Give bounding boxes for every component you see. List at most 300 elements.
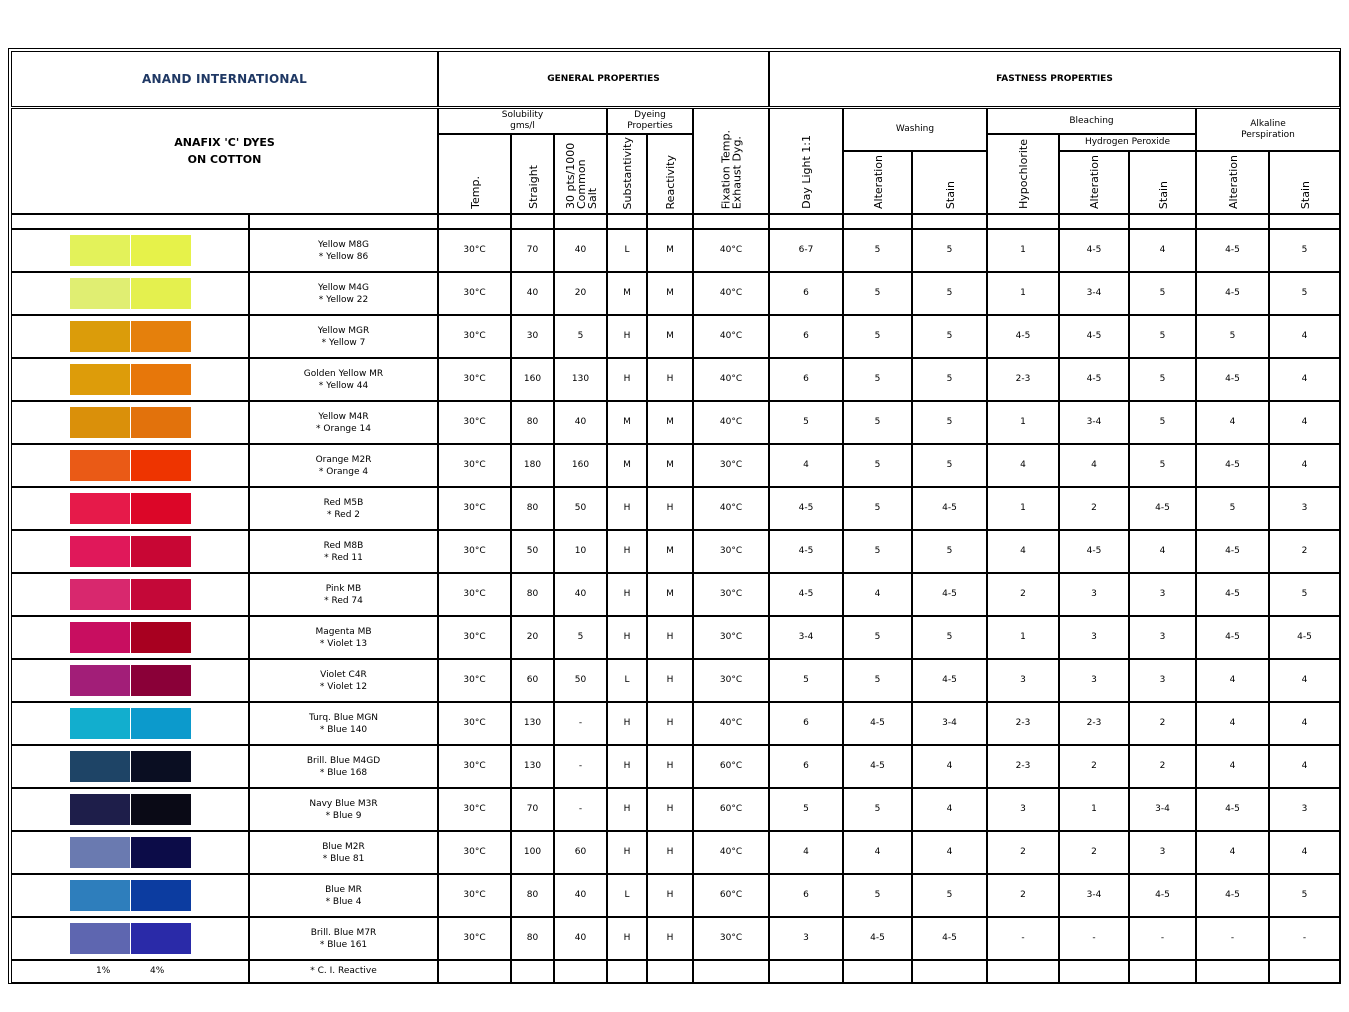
value-text: 4	[874, 589, 881, 599]
col-header-text: Straight	[526, 165, 540, 209]
value-substantivity	[607, 788, 647, 831]
value-text: H	[666, 933, 674, 943]
swatch-1-percent	[70, 450, 130, 481]
dye-name: Blue MR	[325, 884, 362, 895]
value-daylight	[769, 487, 843, 530]
ci-reactive-note: * C. I. Reactive	[310, 966, 377, 976]
value-temp	[438, 401, 511, 444]
value-text: 60	[526, 675, 539, 685]
percent-1-label: 1%	[96, 966, 111, 976]
value-text: 40°C	[719, 374, 743, 384]
value-wash-stain	[912, 659, 987, 702]
swatch-1-percent	[70, 665, 130, 696]
value-temp	[438, 573, 511, 616]
col-header-alk-stain	[1269, 151, 1340, 214]
value-hp-alteration	[1059, 229, 1129, 272]
value-reactivity	[647, 659, 693, 702]
col-header-salt	[554, 134, 607, 214]
value-hp-alteration	[1059, 659, 1129, 702]
value-wash-stain	[912, 788, 987, 831]
value-hp-alteration	[1059, 831, 1129, 874]
value-text: 6	[803, 890, 809, 900]
value-alk-stain	[1269, 272, 1340, 315]
swatch-cell	[11, 315, 249, 358]
value-wash-stain	[912, 745, 987, 788]
value-text: H	[623, 589, 631, 599]
value-text: 4-5	[798, 589, 814, 599]
value-text: 5	[874, 288, 881, 298]
spacer-cell	[1269, 214, 1340, 229]
dye-ci-name: * Yellow 22	[318, 294, 369, 305]
value-alk-alteration	[1196, 788, 1269, 831]
footer-percent-cell	[11, 960, 249, 983]
company-name-text: ANAND INTERNATIONAL	[142, 71, 307, 86]
footer-empty-cell	[912, 960, 987, 983]
value-text: 30°C	[463, 847, 486, 857]
value-text: 4	[1229, 761, 1236, 771]
dye-name: Violet C4R	[320, 669, 367, 680]
col-header-text: Stain	[943, 180, 957, 209]
value-text: 5	[1301, 288, 1308, 298]
value-text: 5	[946, 890, 953, 900]
dye-ci-name: * Yellow 44	[318, 380, 369, 391]
value-text: 30°C	[463, 589, 486, 599]
value-text: 50	[574, 503, 587, 513]
value-fixation	[693, 573, 769, 616]
swatch-4-percent	[131, 407, 191, 438]
value-text: 6	[803, 288, 809, 298]
swatch-4-percent	[131, 450, 191, 481]
dye-name-cell	[249, 272, 438, 315]
swatch-cell	[11, 530, 249, 573]
value-temp	[438, 616, 511, 659]
value-hp-alteration	[1059, 917, 1129, 960]
value-hp-alteration	[1059, 788, 1129, 831]
dye-name: Orange M2R	[315, 454, 372, 465]
value-text: 50	[574, 675, 587, 685]
value-fixation	[693, 444, 769, 487]
value-text: 4	[1229, 718, 1236, 728]
value-temp	[438, 315, 511, 358]
value-text: 30°C	[463, 288, 486, 298]
value-text: 5	[874, 374, 881, 384]
dye-name-cell	[249, 745, 438, 788]
value-hp-stain	[1129, 401, 1196, 444]
value-text: 1	[1020, 632, 1026, 642]
value-text: 4-5	[870, 718, 885, 728]
value-fixation	[693, 702, 769, 745]
value-hp-stain	[1129, 315, 1196, 358]
value-hypochlorite	[987, 272, 1059, 315]
value-wash-stain	[912, 272, 987, 315]
value-hp-alteration	[1059, 745, 1129, 788]
footer-empty-cell	[438, 960, 511, 983]
value-wash-stain	[912, 487, 987, 530]
value-reactivity	[647, 315, 693, 358]
value-text: 5	[1301, 890, 1308, 900]
value-text: 30°C	[719, 632, 743, 642]
value-salt	[554, 229, 607, 272]
dye-name: Red M5B	[323, 497, 364, 508]
dye-name: Navy Blue M3R	[309, 798, 378, 809]
product-title-line: ON COTTON	[187, 153, 262, 166]
value-text: 4	[946, 761, 953, 771]
alkaline-perspiration-header	[1196, 108, 1340, 151]
value-text: 3	[1159, 632, 1166, 642]
value-straight	[511, 874, 554, 917]
value-text: M	[666, 331, 674, 341]
swatch-1-percent	[70, 837, 130, 868]
value-text: 4-5	[1225, 460, 1240, 470]
value-text: 5	[803, 675, 809, 685]
value-text: 5	[1159, 331, 1166, 341]
dye-name: Yellow MGR	[317, 325, 370, 336]
dye-ci-name: * Red 2	[326, 509, 361, 520]
value-substantivity	[607, 573, 647, 616]
value-text: 1	[1091, 804, 1097, 814]
value-text: H	[623, 374, 631, 384]
value-text: 3-4	[1086, 288, 1102, 298]
value-text: 4	[1229, 675, 1236, 685]
dyeing-properties-header	[607, 108, 693, 134]
value-salt	[554, 702, 607, 745]
solubility-header-line: gms/l	[510, 121, 535, 131]
value-daylight	[769, 229, 843, 272]
value-hp-alteration	[1059, 315, 1129, 358]
value-text: 60°C	[719, 890, 743, 900]
swatch-4-percent	[131, 837, 191, 868]
value-text: -	[578, 761, 583, 771]
value-alk-stain	[1269, 874, 1340, 917]
col-header-temp	[438, 134, 511, 214]
value-text: 4-5	[1155, 890, 1170, 900]
value-temp	[438, 874, 511, 917]
value-text: 4-5	[1155, 503, 1170, 513]
value-text: 4-5	[798, 546, 814, 556]
spacer-cell	[1129, 214, 1196, 229]
value-hypochlorite	[987, 573, 1059, 616]
value-text: 30°C	[463, 761, 486, 771]
value-text: M	[666, 546, 674, 556]
value-salt	[554, 874, 607, 917]
value-text: 80	[526, 890, 539, 900]
value-text: 5	[874, 546, 881, 556]
value-text: 30	[526, 331, 539, 341]
value-straight	[511, 272, 554, 315]
value-text: 4-5	[1225, 374, 1240, 384]
swatch-4-percent	[131, 923, 191, 954]
value-wash-alteration	[843, 315, 912, 358]
dye-name: Yellow M4G	[317, 282, 370, 293]
value-text: 30°C	[463, 718, 486, 728]
swatch-cell	[11, 659, 249, 702]
product-title	[11, 108, 438, 214]
col-header-wash-alteration	[843, 151, 912, 214]
value-temp	[438, 530, 511, 573]
value-fixation	[693, 659, 769, 702]
value-substantivity	[607, 358, 647, 401]
value-text: 40	[574, 589, 587, 599]
value-reactivity	[647, 358, 693, 401]
value-text: 30°C	[463, 417, 486, 427]
value-text: 100	[523, 847, 542, 857]
value-daylight	[769, 444, 843, 487]
value-text: 6	[803, 718, 809, 728]
value-text: 2-3	[1015, 761, 1031, 771]
value-text: 4-5	[1297, 632, 1312, 642]
value-text: 2	[1020, 890, 1026, 900]
value-alk-alteration	[1196, 444, 1269, 487]
value-straight	[511, 315, 554, 358]
swatch-4-percent	[131, 579, 191, 610]
footer-empty-cell	[769, 960, 843, 983]
value-hp-stain	[1129, 788, 1196, 831]
value-daylight	[769, 659, 843, 702]
value-alk-alteration	[1196, 573, 1269, 616]
value-text: 80	[526, 417, 539, 427]
value-text: H	[666, 374, 674, 384]
value-hypochlorite	[987, 444, 1059, 487]
value-text: 20	[574, 288, 587, 298]
col-header-wash-stain	[912, 151, 987, 214]
value-wash-alteration	[843, 530, 912, 573]
value-reactivity	[647, 272, 693, 315]
swatch-1-percent	[70, 751, 130, 782]
value-daylight	[769, 745, 843, 788]
value-substantivity	[607, 401, 647, 444]
value-text: 5	[946, 417, 953, 427]
value-daylight	[769, 358, 843, 401]
value-substantivity	[607, 315, 647, 358]
value-hp-stain	[1129, 272, 1196, 315]
dye-ci-name: * Blue 4	[325, 896, 362, 907]
dye-name-cell	[249, 444, 438, 487]
dye-ci-name: * Violet 13	[319, 638, 368, 649]
value-alk-alteration	[1196, 745, 1269, 788]
dye-ci-name: * Blue 9	[325, 810, 362, 821]
value-text: 1	[1020, 288, 1026, 298]
value-text: 4	[1020, 460, 1026, 470]
value-substantivity	[607, 530, 647, 573]
value-text: H	[623, 761, 631, 771]
value-text: 4-5	[1225, 589, 1240, 599]
value-text: 4-5	[942, 933, 957, 943]
value-wash-alteration	[843, 702, 912, 745]
spacer-cell	[647, 214, 693, 229]
value-text: 4	[1301, 847, 1308, 857]
value-salt	[554, 659, 607, 702]
value-hypochlorite	[987, 616, 1059, 659]
swatch-1-percent	[70, 536, 130, 567]
swatch-4-percent	[131, 665, 191, 696]
dye-name: Magenta MB	[315, 626, 372, 637]
value-text: 2	[1301, 546, 1308, 556]
dye-name-cell	[249, 401, 438, 444]
value-hp-stain	[1129, 702, 1196, 745]
value-text: 2	[1020, 589, 1026, 599]
value-text: 4	[1301, 761, 1308, 771]
value-text: 4	[803, 460, 809, 470]
value-straight	[511, 573, 554, 616]
value-text: -	[1092, 933, 1096, 943]
value-hp-stain	[1129, 487, 1196, 530]
value-text: 4	[1159, 245, 1166, 255]
value-text: 5	[1159, 460, 1166, 470]
value-fixation	[693, 401, 769, 444]
swatch-1-percent	[70, 321, 130, 352]
value-hp-stain	[1129, 745, 1196, 788]
value-fixation	[693, 616, 769, 659]
value-text: H	[666, 890, 674, 900]
value-text: 3	[1159, 675, 1166, 685]
value-text: H	[666, 632, 674, 642]
value-alk-stain	[1269, 487, 1340, 530]
value-wash-alteration	[843, 874, 912, 917]
col-header-daylight	[769, 108, 843, 214]
value-reactivity	[647, 573, 693, 616]
value-text: 50	[526, 546, 539, 556]
value-wash-alteration	[843, 917, 912, 960]
value-salt	[554, 745, 607, 788]
value-text: 30°C	[463, 804, 486, 814]
value-salt	[554, 788, 607, 831]
value-text: H	[666, 804, 674, 814]
swatch-4-percent	[131, 880, 191, 911]
value-fixation	[693, 874, 769, 917]
value-wash-stain	[912, 874, 987, 917]
spacer-cell	[607, 214, 647, 229]
value-text: L	[624, 675, 630, 685]
value-salt	[554, 444, 607, 487]
value-wash-stain	[912, 616, 987, 659]
value-text: 160	[571, 460, 590, 470]
value-text: 4	[1229, 417, 1236, 427]
footer-empty-cell	[1129, 960, 1196, 983]
value-text: 1	[1020, 503, 1026, 513]
value-wash-stain	[912, 530, 987, 573]
value-text: H	[666, 718, 674, 728]
value-text: H	[666, 847, 674, 857]
value-wash-alteration	[843, 745, 912, 788]
value-text: 5	[803, 417, 809, 427]
dye-ci-name: * Blue 81	[322, 853, 365, 864]
col-header-reactivity	[647, 134, 693, 214]
value-daylight	[769, 702, 843, 745]
col-header-text: Hypochlorite	[1017, 139, 1030, 209]
value-temp	[438, 831, 511, 874]
col-header-text: Alteration	[1088, 155, 1101, 209]
value-text: 4-5	[1225, 288, 1240, 298]
value-alk-alteration	[1196, 272, 1269, 315]
value-text: 4	[803, 847, 809, 857]
value-text: 4	[1301, 675, 1308, 685]
value-alk-alteration	[1196, 229, 1269, 272]
swatch-4-percent	[131, 493, 191, 524]
value-wash-stain	[912, 917, 987, 960]
value-wash-alteration	[843, 659, 912, 702]
value-text: -	[1160, 933, 1165, 943]
col-header-text: Alteration	[1226, 155, 1240, 209]
value-text: 5	[1229, 503, 1236, 513]
value-fixation	[693, 358, 769, 401]
value-text: 4-5	[870, 933, 885, 943]
swatch-cell	[11, 229, 249, 272]
value-text: 3	[1159, 589, 1166, 599]
value-wash-alteration	[843, 358, 912, 401]
value-wash-alteration	[843, 272, 912, 315]
value-alk-stain	[1269, 616, 1340, 659]
value-text: 2	[1159, 761, 1166, 771]
value-temp	[438, 229, 511, 272]
value-text: 4	[1229, 847, 1236, 857]
value-text: 30°C	[463, 460, 486, 470]
value-hp-stain	[1129, 229, 1196, 272]
value-text: H	[623, 632, 631, 642]
value-text: 5	[1301, 245, 1308, 255]
value-temp	[438, 917, 511, 960]
dye-name-cell	[249, 229, 438, 272]
solubility-header	[438, 108, 607, 134]
col-header-text: Day Light 1:1	[800, 135, 813, 209]
value-text: 2-3	[1086, 718, 1102, 728]
value-text: 30°C	[463, 503, 486, 513]
footer-empty-cell	[647, 960, 693, 983]
value-reactivity	[647, 530, 693, 573]
value-fixation	[693, 272, 769, 315]
value-reactivity	[647, 444, 693, 487]
value-fixation	[693, 530, 769, 573]
value-salt	[554, 573, 607, 616]
value-daylight	[769, 272, 843, 315]
value-alk-stain	[1269, 917, 1340, 960]
value-text: M	[623, 460, 631, 470]
value-text: M	[666, 460, 674, 470]
value-text: 30°C	[719, 675, 743, 685]
dye-name: Brill. Blue M4GD	[306, 755, 381, 766]
swatch-cell	[11, 487, 249, 530]
value-text: 5	[874, 632, 881, 642]
value-alk-alteration	[1196, 315, 1269, 358]
value-alk-alteration	[1196, 702, 1269, 745]
dye-ci-name: * Red 11	[324, 552, 363, 563]
value-hypochlorite	[987, 702, 1059, 745]
value-text: 40	[574, 890, 587, 900]
value-text: 3-4	[1086, 417, 1102, 427]
value-reactivity	[647, 229, 693, 272]
col-header-substantivity	[607, 134, 647, 214]
value-straight	[511, 702, 554, 745]
value-text: 5	[946, 546, 953, 556]
value-wash-alteration	[843, 444, 912, 487]
swatch-cell	[11, 831, 249, 874]
value-text: 10	[574, 546, 587, 556]
footer-empty-cell	[1059, 960, 1129, 983]
dye-ci-name: * Yellow 86	[318, 251, 369, 262]
value-fixation	[693, 487, 769, 530]
value-text: 30°C	[719, 589, 743, 599]
value-alk-stain	[1269, 229, 1340, 272]
value-substantivity	[607, 745, 647, 788]
bleaching-label: Bleaching	[1069, 115, 1114, 126]
value-alk-stain	[1269, 530, 1340, 573]
dye-name: Yellow M4R	[318, 411, 369, 422]
swatch-4-percent	[131, 364, 191, 395]
value-reactivity	[647, 831, 693, 874]
fastness-properties-header	[769, 51, 1340, 107]
value-text: 4-5	[1086, 546, 1102, 556]
value-text: 3-4	[942, 718, 957, 728]
value-hp-alteration	[1059, 358, 1129, 401]
